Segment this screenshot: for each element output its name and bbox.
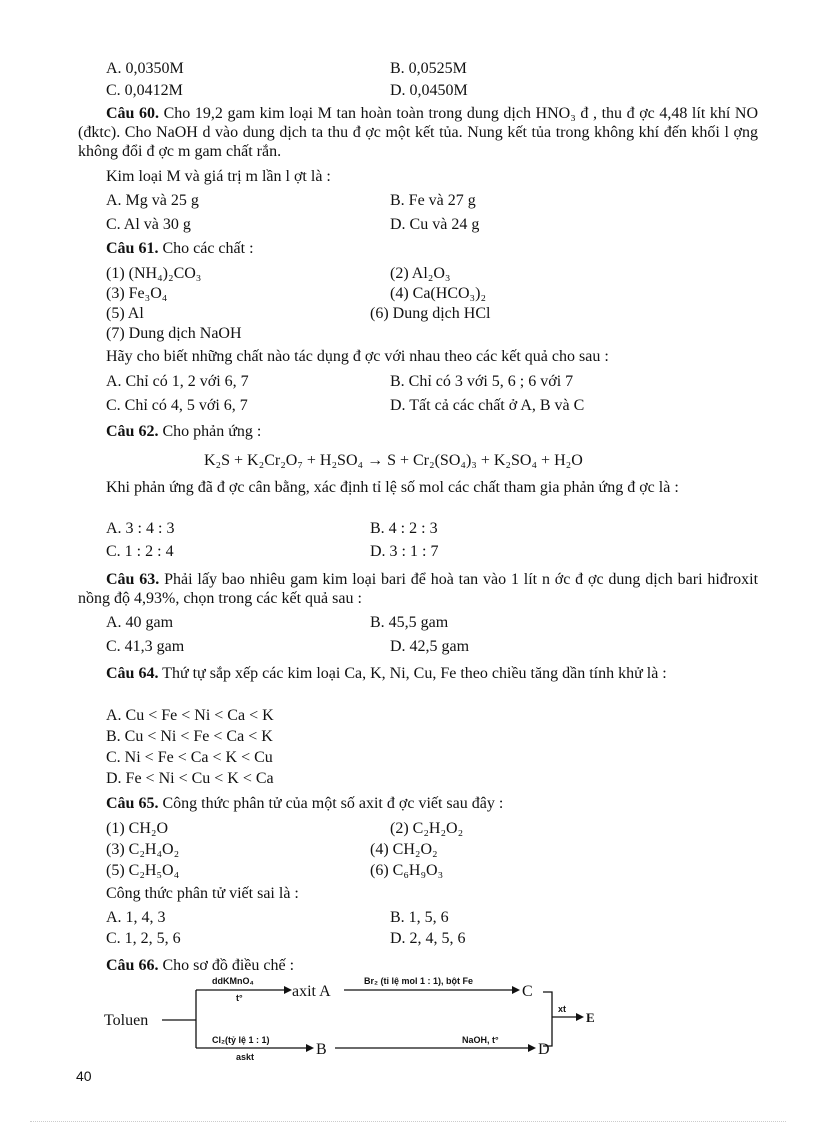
q63-label: Câu 63. <box>106 571 160 588</box>
arrowhead-b <box>306 1044 314 1052</box>
c-label: C <box>522 983 533 1000</box>
q62-text: Cho phản ứng : <box>158 423 262 440</box>
q64-option-d: D. Fe < Ni < Cu < K < Ca <box>106 770 274 787</box>
arrowhead-e <box>576 1013 584 1021</box>
q59-option-a: A. 0,0350M <box>106 60 184 77</box>
q60-option-b: B. Fe và 27 g <box>390 192 476 209</box>
q64-text: Thứ tự sắp xếp các kim loại Ca, K, Ni, Cu, Fe theo chiều tăng dần tính khử là : <box>158 665 667 682</box>
q61-question: Hãy cho biết những chất nào tác dụng đ ợc với nhau theo các kết quả cho sau : <box>106 348 609 365</box>
q62-equation: K₂S + K₂Cr₂O₇ + H₂SO₄ → S + Cr₂(SO₄)₃ + K₂SO₄ + H₂O <box>204 452 583 469</box>
q64-option-a: A. Cu < Fe < Ni < Ca < K <box>106 707 274 724</box>
q65-option-d: D. 2, 4, 5, 6 <box>390 930 466 947</box>
arrowhead-d <box>528 1044 536 1052</box>
q65-question: Công thức phân tử viết sai là : <box>106 885 299 902</box>
reagent-askt: askt <box>236 1052 255 1062</box>
q63-option-b: B. 45,5 gam <box>370 614 449 631</box>
q59-option-b: B. 0,0525M <box>390 60 467 77</box>
q62-option-b: B. 4 : 2 : 3 <box>370 520 438 537</box>
q63-text: Phải lấy bao nhiêu gam kim loại bari để hoà tan vào 1 lít n ớc đ ợc dung dịch bari hiđroxit nồng độ 4,93%, chọn trong các kết quả sau : <box>78 571 759 607</box>
q62-label: Câu 62. <box>106 423 159 440</box>
q66-label: Câu 66. <box>106 957 159 974</box>
q60-label: Câu 60. <box>106 105 160 122</box>
q64-label: Câu 64. <box>106 665 159 682</box>
q60-option-c: C. Al và 30 g <box>106 216 191 233</box>
reagent-cl2: Cl₂(tỷ lệ 1 : 1) <box>212 1035 270 1045</box>
reagent-xt: xt <box>558 1004 567 1014</box>
q61-text: Cho các chất : <box>158 240 254 257</box>
q61-option-a: A. Chỉ có 1, 2 với 6, 7 <box>106 373 249 390</box>
d-label: D <box>538 1041 550 1058</box>
reagent-naoh: NaOH, t° <box>462 1035 499 1045</box>
q65-option-b: B. 1, 5, 6 <box>390 909 449 926</box>
e-label: E <box>586 1010 595 1025</box>
q64-option-b: B. Cu < Ni < Fe < Ca < K <box>106 728 273 745</box>
q61-option-b: B. Chỉ có 3 với 5, 6 ; 6 với 7 <box>390 373 574 390</box>
q65-formula-6: (6) C₆H₉O₃ <box>370 862 444 879</box>
q65-option-a: A. 1, 4, 3 <box>106 909 166 926</box>
q62-option-a: A. 3 : 4 : 3 <box>106 520 175 537</box>
page-number: 40 <box>76 1068 92 1084</box>
q61-substance-6: (6) Dung dịch HCl <box>370 305 491 322</box>
q63-option-a: A. 40 gam <box>106 614 174 631</box>
q66-text: Cho sơ đồ điều chế : <box>158 957 295 974</box>
b-label: B <box>316 1041 327 1058</box>
q65-formula-3: (3) C₂H₄O₂ <box>106 841 180 858</box>
reagent-a-temperature: t° <box>236 993 243 1003</box>
q65-text: Công thức phân tử của một số axit đ ợc viết sau đây : <box>158 795 504 812</box>
q65-formula-2: (2) C₂H₂O₂ <box>390 820 464 837</box>
q61-substance-5: (5) Al <box>106 305 144 322</box>
q65-formula-1: (1) CH₂O <box>106 820 169 837</box>
q65-option-c: C. 1, 2, 5, 6 <box>106 930 181 947</box>
q60-option-d: D. Cu và 24 g <box>390 216 480 233</box>
q61-substance-2: (2) Al₂O₃ <box>390 265 451 282</box>
q62-option-c: C. 1 : 2 : 4 <box>106 543 174 560</box>
q62-option-d: D. 3 : 1 : 7 <box>370 543 439 560</box>
arrowhead-axit-a <box>284 986 292 994</box>
q63-option-d: D. 42,5 gam <box>390 638 470 655</box>
q61-substance-3: (3) Fe₃O₄ <box>106 285 168 302</box>
arrowhead-c <box>512 986 520 994</box>
q61-substance-7: (7) Dung dịch NaOH <box>106 325 242 342</box>
q61-substance-4: (4) Ca(HCO₃)₂ <box>390 285 487 302</box>
q62-question: Khi phản ứng đã đ ợc cân bằng, xác định tỉ lệ số mol các chất tham gia phản ứng đ ợc là : <box>106 479 679 496</box>
reagent-br2: Br₂ (tỉ lệ mol 1 : 1), bột Fe <box>364 976 474 986</box>
q63-option-c: C. 41,3 gam <box>106 638 185 655</box>
q61-option-c: C. Chỉ có 4, 5 với 6, 7 <box>106 397 248 414</box>
q59-option-d: D. 0,0450M <box>390 82 468 99</box>
q60-option-a: A. Mg và 25 g <box>106 192 199 209</box>
reagent-kmno4: ddKMnO₄ <box>212 976 254 986</box>
q59-option-c: C. 0,0412M <box>106 82 183 99</box>
q60-text: Cho 19,2 gam kim loại M tan hoàn toàn trong dung dịch HNO₃ đ , thu đ ợc 4,48 lít khí NO (đktc). Cho NaOH d vào dung dịch ta thu đ ợc một kết tủa. Nung kết tủa trong không khí đến khối l ợng không đổi đ ợc m gam chất rắn. <box>78 105 759 160</box>
q64-option-c: C. Ni < Fe < Ca < K < Cu <box>106 749 273 766</box>
q65-label: Câu 65. <box>106 795 159 812</box>
q60-question: Kim loại M và giá trị m lần l ợt là : <box>106 168 331 185</box>
axit-a-label: axit A <box>292 983 331 1000</box>
q65-formula-4: (4) CH₂O₂ <box>370 841 438 858</box>
q65-formula-5: (5) C₂H₅O₄ <box>106 862 180 879</box>
q61-substance-1: (1) (NH₄)₂CO₃ <box>106 265 202 282</box>
q61-option-d: D. Tất cả các chất ở A, B và C <box>390 397 585 414</box>
toluen-label: Toluen <box>104 1012 149 1029</box>
bracket-c-d <box>543 992 552 1046</box>
page-bottom-divider <box>30 1121 786 1122</box>
q61-label: Câu 61. <box>106 240 159 257</box>
